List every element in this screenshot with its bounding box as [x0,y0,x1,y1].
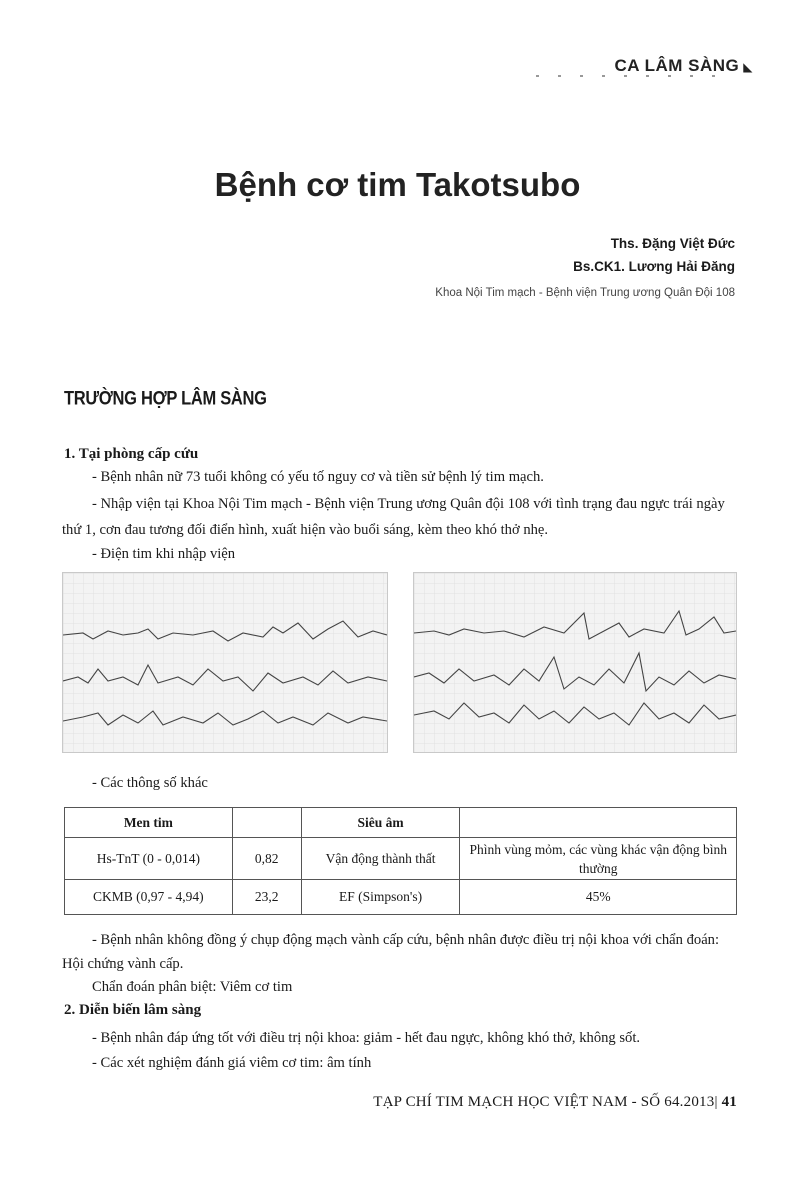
part1-bullet-2: - Nhập viện tại Khoa Nội Tim mạch - Bệnh viện Trung ương Quân đội 108 với tình trạng đau ngực trái ngày thứ 1, cơn đau tương đối điển hình, xuất hiện vào buổi sáng, kèm theo khó thở nhẹ. [62,496,725,538]
table-header-cell: Men tim [65,808,233,838]
section-label [614,56,753,76]
table-row [65,880,737,915]
ecg-image-left [62,572,388,753]
table-cell: 0,82 [232,838,301,880]
page-footer [373,1094,737,1111]
journal-name: TẠP CHÍ TIM MẠCH HỌC VIỆT NAM - SỐ 64.2013 [373,1094,715,1110]
table-header-cell: Siêu âm [301,808,460,838]
table-header-cell [232,808,301,838]
part2-heading: 2. Diễn biến lâm sàng [64,1002,202,1018]
page-number: 41 [721,1094,737,1110]
part1-heading: 1. Tại phòng cấp cứu [64,446,199,462]
table-cell: Vận động thành thất [301,838,460,880]
article-title: Bệnh cơ tim Takotsubo [214,166,581,203]
table-cell: CKMB (0,97 - 4,94) [65,880,233,915]
footer-separator: | [714,1094,718,1110]
section-heading: TRƯỜNG HỢP LÂM SÀNG [64,388,267,410]
differential-diagnosis: Chẩn đoán phân biệt: Viêm cơ tim [92,979,293,995]
header-dotted-rule [536,75,726,77]
other-params-label: - Các thông số khác [92,775,208,791]
table-row [65,838,737,880]
lab-results-table [64,807,737,915]
ecg-trace-right [414,573,736,752]
part1-bullet-1: - Bệnh nhân nữ 73 tuổi không có yếu tố nguy cơ và tiền sử bệnh lý tim mạch. [92,469,544,485]
ecg-image-right [413,572,737,753]
part2-bullet-2: - Các xét nghiệm đánh giá viêm cơ tim: âm tính [92,1055,372,1071]
part2-bullet-1: - Bệnh nhân đáp ứng tốt với điều trị nội khoa: giảm - hết đau ngực, không khó thở, không sốt. [92,1030,641,1046]
author-affiliation: Khoa Nội Tim mạch - Bệnh viện Trung ương Quân Đội 108 [435,287,735,299]
part1-bullet-3: - Điện tim khi nhập viện [92,546,236,562]
ecg-trace-left [63,573,387,752]
triangle-marker-icon: ◣ [743,60,753,74]
table-cell: 45% [460,880,737,915]
table-cell: Phình vùng mỏm, các vùng khác vận động bình thường [460,838,737,880]
table-header-cell [460,808,737,838]
table-header-row [65,808,737,838]
after-table-paragraph: - Bệnh nhân không đồng ý chụp động mạch vành cấp cứu, bệnh nhân được điều trị nội khoa với chẩn đoán: Hội chứng vành cấp. [62,932,720,972]
table-cell: 23,2 [232,880,301,915]
author-2: Bs.CK1. Lương Hải Đăng [573,259,735,274]
section-label-text: CA LÂM SÀNG [614,56,740,75]
table-cell: Hs-TnT (0 - 0,014) [65,838,233,880]
table-cell: EF (Simpson's) [301,880,460,915]
author-1: Ths. Đặng Việt Đức [610,236,735,251]
